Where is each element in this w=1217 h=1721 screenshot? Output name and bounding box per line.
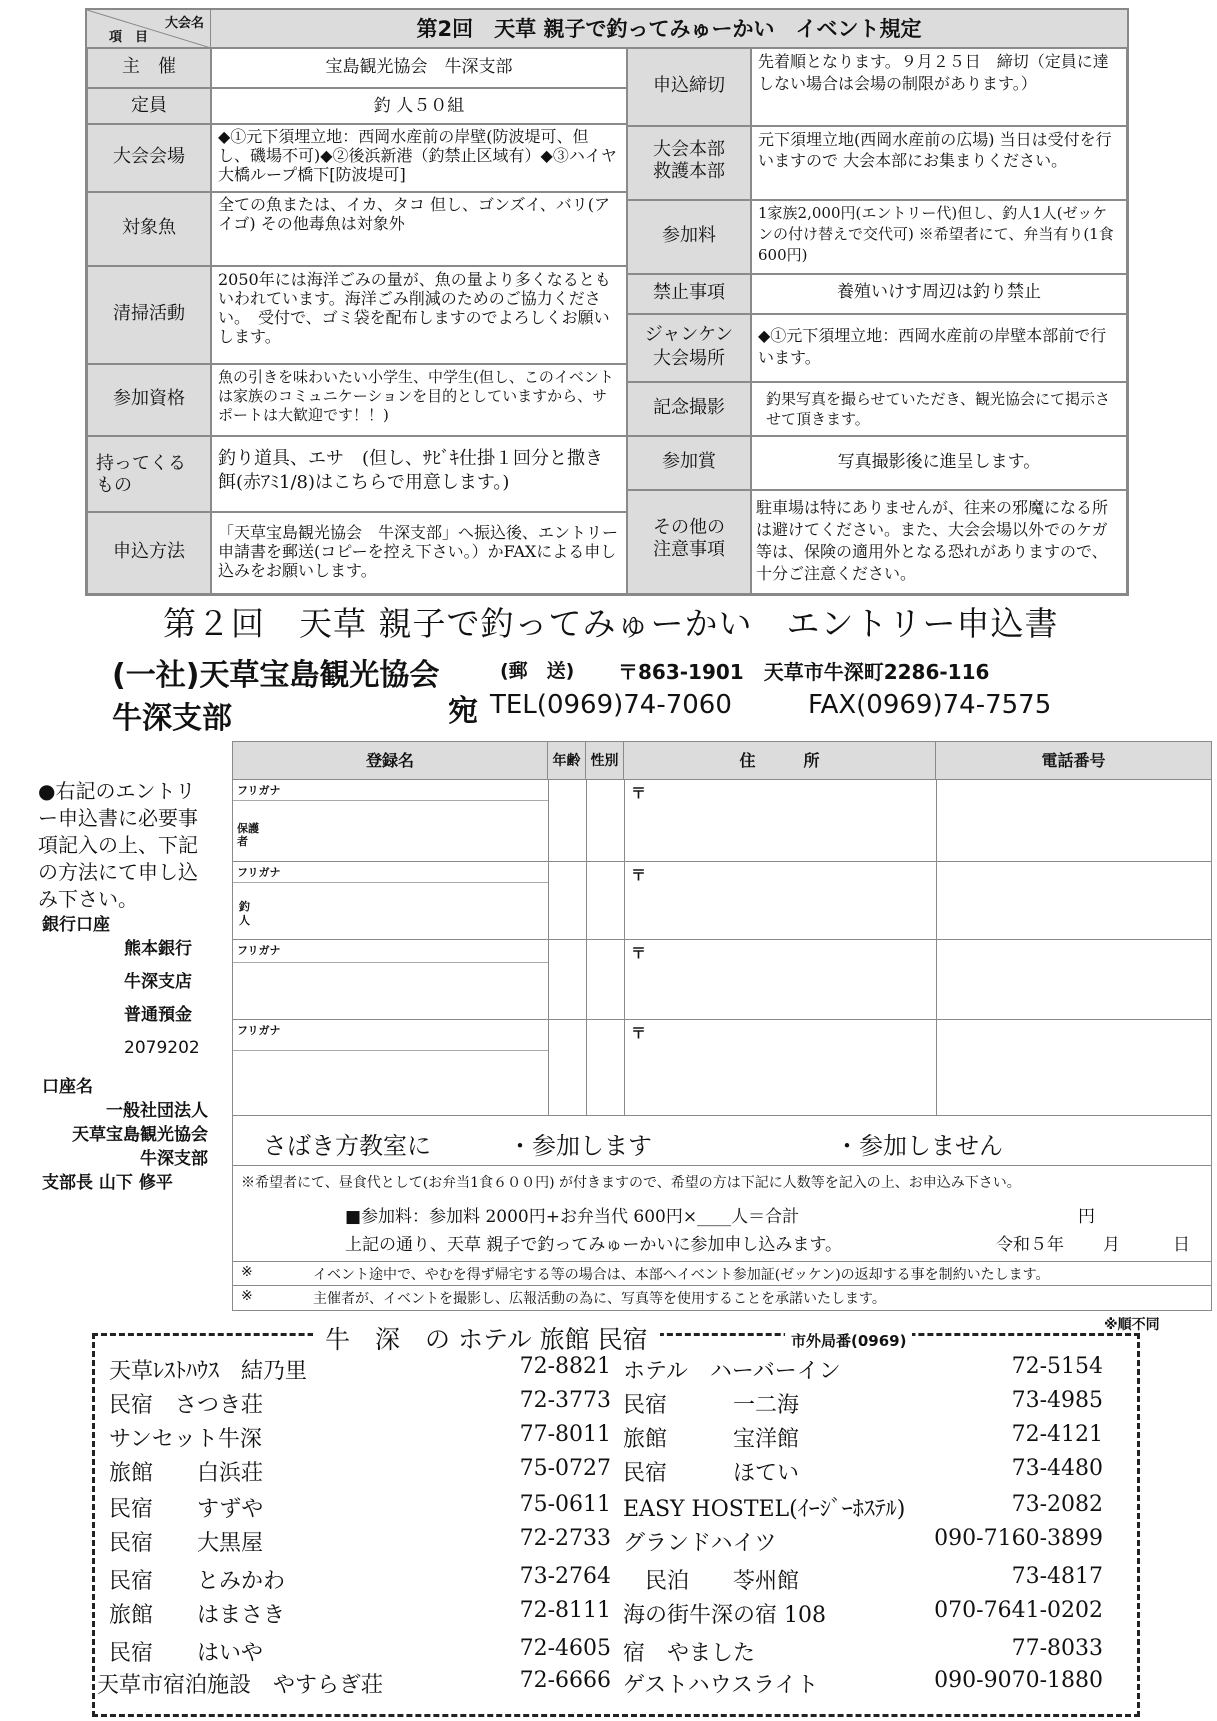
account-number: 2079202 [124,1038,200,1058]
hotel-phone: 75-0611 [519,1492,611,1517]
bank-label: 銀行口座 [42,915,110,935]
entry-rows [233,780,1211,1116]
addressee-mark: 宛 [448,694,478,729]
label-application: 申込方法 [87,512,211,594]
hotel-phone: 73-2082 [1011,1492,1103,1517]
hotel-row [95,1388,615,1420]
value-target-fish: 全ての魚または、イカ、タコ 但し、ゴンズイ、バリ(アイゴ) その他毒魚は対象外 [211,192,627,266]
tel-number: TEL(0969)74-7060 [490,690,732,720]
join-option[interactable]: ・参加します [508,1132,652,1160]
value-venue: ◆①元下須埋立地：西岡水産前の岸壁(防波堤可、但し、磯場不可)◆②後浜新港（釣禁止区域有）◆③ハイヤ大橋ループ橋下[防波堤可] [211,124,627,192]
entry-form [232,741,1212,1311]
rules-left-column [87,48,627,594]
hotel-name: 宿 やました [623,1641,756,1666]
hotel-row [623,1456,1133,1488]
side-note: ●右記のエントリー申込書に必要事項記入の上、下記の方法にて申し込み下さい。 [38,779,198,911]
hotel-name: サンセット牛深 [109,1427,262,1452]
rules-right-column [627,48,1127,594]
regulations-table [85,8,1129,596]
hotel-phone: 77-8011 [519,1422,611,1447]
order-note: ※順不同 [1104,1317,1160,1333]
hotel-row [95,1636,615,1668]
hotel-name: 旅館 白浜荘 [109,1461,264,1486]
postal-mark: 〒 [631,866,647,884]
account-name-4: 支部長 山下 修平 [42,1173,173,1193]
entry-title: 第２回 天草 親子で釣ってみゅーかい エントリー申込書 [163,604,1059,643]
sabaki-label: さばき方教室に [263,1132,431,1160]
hotel-name: ゲストハウスライト [623,1673,819,1698]
hotel-row [623,1526,1133,1558]
header-age: 年齢 [548,742,586,780]
yen-label: 円 [1078,1207,1095,1227]
hotel-name: 民宿 さつき荘 [109,1393,264,1418]
hotel-row [623,1636,1133,1668]
hotel-phone: 72-4605 [519,1636,611,1661]
value-bring: 釣り道具、エサ (但し、ｻﾋﾞｷ仕掛１回分と撒き餌(赤ｱﾐ1/8)はこちらで用意します。) [211,436,627,512]
furigana-label: フリガナ [237,944,281,957]
label-photo: 記念撮影 [627,382,751,436]
hotel-row [95,1354,615,1386]
hotel-name: 旅館 宝洋館 [623,1427,800,1452]
label-venue: 大会会場 [87,124,211,192]
note-mark: ※ [241,1288,253,1304]
header-address: 住 所 [624,742,936,780]
value-capacity: 釣 人５０組 [211,88,627,124]
furigana-label: フリガナ [237,784,281,797]
bank-branch: 牛深支店 [124,972,192,992]
hotel-name: 民泊 苓州館 [623,1569,800,1594]
lunch-note: ※希望者にて、昼食代として(お弁当1食６００円) が付きますので、希望の方は下記に人数等を記入の上、お申込み下さい。 [241,1175,1021,1191]
value-eligibility: 魚の引きを味わいたい小学生、中学生(但し、このイベントは家族のコミュニケーションを目的としていますから、サポートは大歓迎です！！) [211,364,627,436]
hotel-phone: 090-9070-1880 [934,1668,1103,1693]
not-join-option[interactable]: ・参加しません [835,1132,1003,1160]
hotel-name: 海の街牛深の宿 108 [623,1603,826,1628]
value-organizer: 宝島観光協会 牛深支部 [211,48,627,88]
label-other-notes: その他の 注意事項 [627,490,751,594]
hotel-phone: 070-7641-0202 [934,1598,1103,1623]
hotel-row [95,1598,615,1630]
postal-mark: 〒 [631,944,647,962]
label-organizer: 主 催 [87,48,211,88]
label-janken: ジャンケン 大会場所 [627,314,751,382]
label-bring: 持ってくるもの [87,436,211,512]
hotel-row [95,1564,615,1596]
note-mark: ※ [241,1264,253,1280]
hotel-phone: 72-2733 [519,1526,611,1551]
account-name-2: 天草宝島観光協会 [72,1125,208,1145]
furigana-label: フリガナ [237,1024,281,1037]
label-hq: 大会本部 救護本部 [627,126,751,200]
note-row-1 [233,1262,1211,1286]
postal-address: 〒863-1901 天草市牛深町2286-116 [618,660,990,684]
hotel-row [623,1668,1133,1700]
date-day: 日 [1173,1235,1190,1255]
hotel-row [623,1564,1133,1596]
value-prize: 写真撮影後に進呈します。 [751,436,1127,490]
hotel-title: 牛 深 の ホテル 旅館 民宿 [313,1320,660,1356]
sabaki-row [233,1116,1211,1166]
hotel-name: 民宿 一二海 [623,1393,800,1418]
label-deadline: 申込締切 [627,48,751,126]
regulations-title: 第2回 天草 親子で釣ってみゅーかい イベント規定 [211,10,1127,48]
corner-top-label: 大会名 [164,16,204,31]
hotel-phone: 72-8111 [519,1598,611,1623]
account-name-3: 牛深支部 [140,1149,208,1169]
area-code: 市外局番(0969) [785,1330,912,1351]
postal-mark: 〒 [631,784,647,802]
hotel-phone: 090-7160-3899 [934,1526,1103,1551]
value-janken: ◆①元下須埋立地：西岡水産前の岸壁本部前で行います。 [751,314,1127,382]
hotel-row [95,1526,615,1558]
guardian-label: 保護者 [237,822,259,848]
angler-label: 釣人 [239,900,250,927]
account-name-1: 一般社団法人 [106,1101,208,1121]
fee-line: ■参加料：参加料 2000円+お弁当代 600円×____人＝合計 [345,1207,800,1227]
org-name: (一社)天草宝島観光協会 [112,658,440,693]
label-eligibility: 参加資格 [87,364,211,436]
label-prohibited: 禁止事項 [627,274,751,314]
mail-label: (郵 送) [500,660,575,682]
hotel-row [95,1492,615,1524]
hotel-row [95,1456,615,1488]
date-era: 令和５年 [996,1235,1064,1255]
header-phone: 電話番号 [1041,751,1106,770]
value-prohibited: 養殖いけす周辺は釣り禁止 [751,274,1127,314]
hotel-phone: 72-8821 [519,1354,611,1379]
hotel-name: 天草市宿泊施設 やすらぎ荘 [97,1673,384,1698]
fee-section [233,1166,1211,1262]
hotel-list [92,1325,1140,1717]
corner-cell [87,10,211,48]
hotel-row [95,1422,615,1454]
hotel-name: 民宿 はいや [109,1641,264,1666]
value-photo: 釣果写真を撮らせていただき、観光協会にて掲示させて頂きます。 [751,382,1127,436]
hotel-row [623,1422,1133,1454]
hotel-name: 天草ﾚｽﾄﾊｳｽ 結乃里 [109,1359,308,1384]
value-other-notes: 駐車場は特にありませんが、往来の邪魔になる所は避けてください。また、大会会場以外でのケガ等は、保険の適用外となる恐れがありますので、十分ご注意ください。 [751,490,1127,594]
hotel-phone: 72-3773 [519,1388,611,1413]
hotel-phone: 73-4817 [1011,1564,1103,1589]
label-cleanup: 清掃活動 [87,266,211,364]
account-name-label: 口座名 [42,1077,93,1097]
table-row[interactable] [233,1020,1211,1116]
label-target-fish: 対象魚 [87,192,211,266]
account-type: 普通預金 [124,1005,192,1025]
hotel-name: 民宿 ほてい [623,1461,800,1486]
hotel-name: 民宿 大黒屋 [109,1531,264,1556]
note-1: イベント途中で、やむを得ず帰宅する等の場合は、本部へイベント参加証(ゼッケン)の返却する事を制約いたします。 [313,1267,1050,1283]
hotel-row [95,1668,615,1700]
header-name: 登録名 [233,742,548,780]
hotel-name: 旅館 はまさき [109,1603,286,1628]
hotel-name: グランドハイツ [623,1531,777,1556]
header-gender: 性別 [586,742,624,780]
label-prize: 参加賞 [627,436,751,490]
hotel-phone: 73-2764 [519,1564,611,1589]
hotel-phone: 77-8033 [1011,1636,1103,1661]
value-hq: 元下須埋立地(西岡水産前の広場) 当日は受付を行いますので 大会本部にお集まりください。 [751,126,1127,200]
hotel-name: 民宿 とみかわ [109,1569,286,1594]
hotel-name: ホテル ハーバーイン [623,1359,841,1384]
table-row[interactable] [233,862,1211,940]
hotel-phone: 75-0727 [519,1456,611,1481]
hotel-phone: 72-5154 [1011,1354,1103,1379]
table-row[interactable] [233,940,1211,1020]
label-fee: 参加料 [627,200,751,274]
hotel-name: 民宿 すずや [109,1497,264,1522]
table-row[interactable] [233,780,1211,862]
hotel-row [623,1492,1133,1524]
hotel-name: EASY HOSTEL(ｲｰｼﾞｰﾎｽﾃﾙ) [623,1497,906,1522]
note-2: 主催者が、イベントを撮影し、広報活動の為に、写真等を使用することを承諾いたします。 [313,1291,886,1307]
hotel-phone: 72-6666 [519,1668,611,1693]
date-month: 月 [1103,1235,1120,1255]
value-cleanup: 2050年には海洋ごみの量が、魚の量より多くなるともいわれています。海洋ごみ削減のためのご協力ください。 受付で、ゴミ袋を配布しますのでよろしくお願いします。 [211,266,627,364]
hotel-row [623,1598,1133,1630]
furigana-label: フリガナ [237,866,281,879]
hotel-phone: 73-4985 [1011,1388,1103,1413]
label-capacity: 定員 [87,88,211,124]
bank-name: 熊本銀行 [124,939,192,959]
value-fee: 1家族2,000円(エントリー代)但し、釣人1人(ゼッケンの付け替えで交代可) ※希望者にて、弁当有り(1食600円) [751,200,1127,274]
fax-number: FAX(0969)74-7575 [808,690,1052,720]
note-row-2 [233,1286,1211,1310]
hotel-phone: 72-4121 [1011,1422,1103,1447]
corner-bottom-label: 項 目 [109,30,149,45]
postal-mark: 〒 [631,1024,647,1042]
hotel-row [623,1388,1133,1420]
value-deadline: 先着順となります。９月２５日 締切（定員に達しない場合は会場の制限があります。） [751,48,1127,126]
branch-name: 牛深支部 [112,701,232,736]
hotel-row [623,1354,1133,1386]
apply-line: 上記の通り、天草 親子で釣ってみゅーかいに参加申し込みます。 [345,1235,843,1255]
value-application: 「天草宝島観光協会 牛深支部」へ振込後、エントリー申請書を郵送(コピーを控え下さい。）かFAXによる申し込みをお願いします。 [211,512,627,594]
hotel-phone: 73-4480 [1011,1456,1103,1481]
